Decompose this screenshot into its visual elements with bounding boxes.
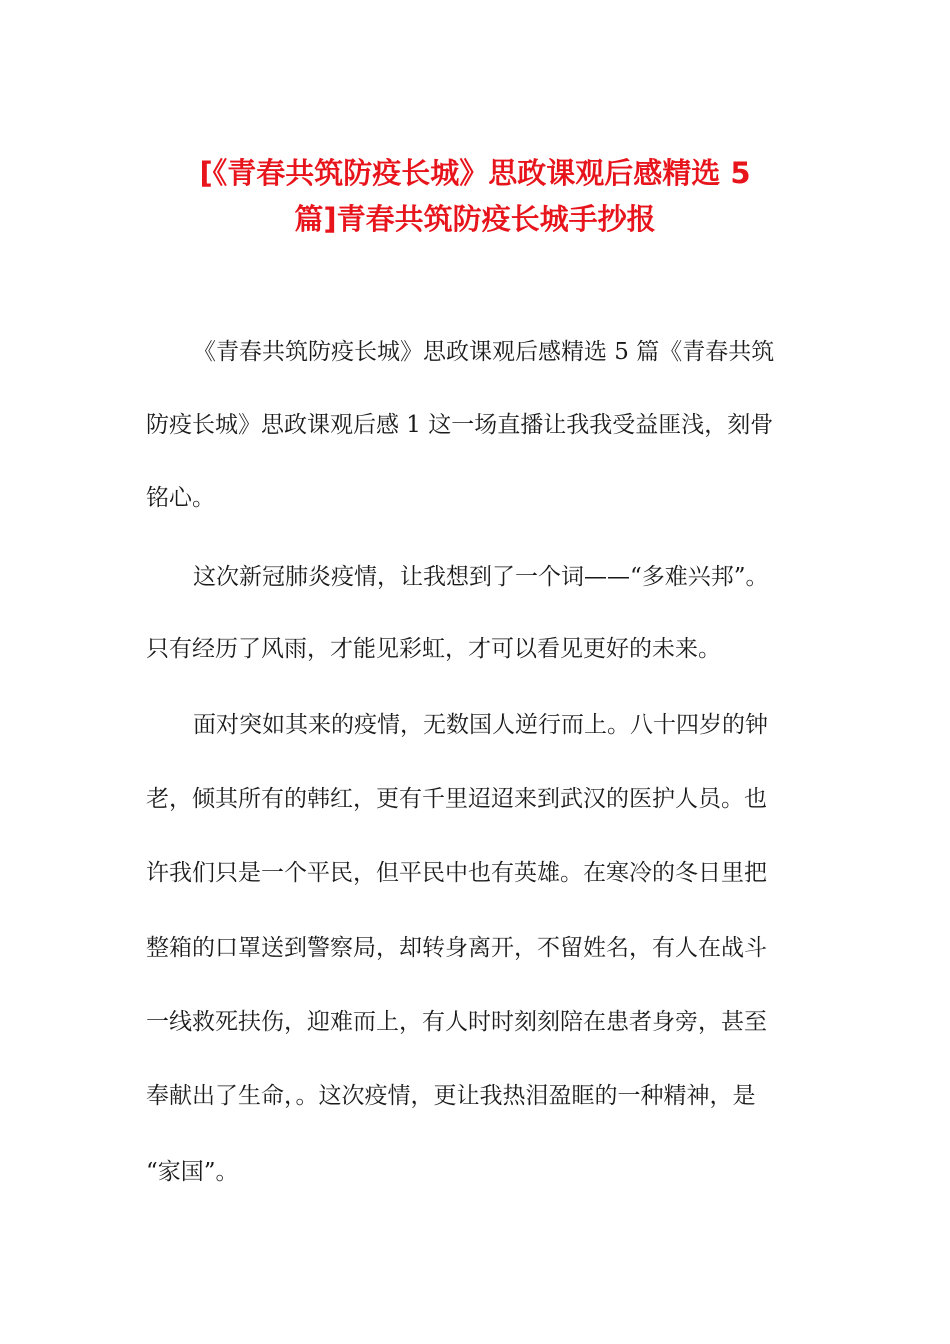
body-line: 防疫长城》思政课观后感 1 这一场直播让我我受益匪浅，刻骨 xyxy=(146,412,774,438)
title-line-2: 篇]青春共筑防疫长城手抄报 xyxy=(294,202,656,236)
title-line-1: [《青春共筑防疫长城》思政课观后感精选 5 xyxy=(199,156,751,190)
body-line: “家国”。 xyxy=(146,1159,239,1185)
document-title xyxy=(120,150,830,242)
body-line: 一线救死扶伤，迎难而上，有人时时刻刻陪在患者身旁，甚至 xyxy=(146,1009,767,1035)
body-line: 老，倾其所有的韩红，更有千里迢迢来到武汉的医护人员。也 xyxy=(146,786,767,812)
body-line: 铭心。 xyxy=(146,485,215,511)
body-line: 整箱的口罩送到警察局，却转身离开，不留姓名，有人在战斗 xyxy=(146,935,767,961)
body-line: 这次新冠肺炎疫情，让我想到了一个词——“多难兴邦”。 xyxy=(193,564,769,590)
body-line: 面对突如其来的疫情，无数国人逆行而上。八十四岁的钟 xyxy=(193,712,768,738)
body-line: 只有经历了风雨，才能见彩虹，才可以看见更好的未来。 xyxy=(146,636,721,662)
body-line: 奉献出了生命，。这次疫情，更让我热泪盈眶的一种精神，是 xyxy=(146,1083,756,1109)
body-line: 《青春共筑防疫长城》思政课观后感精选 5 篇《青春共筑 xyxy=(193,339,775,365)
body-line: 许我们只是一个平民，但平民中也有英雄。在寒冷的冬日里把 xyxy=(146,860,767,886)
